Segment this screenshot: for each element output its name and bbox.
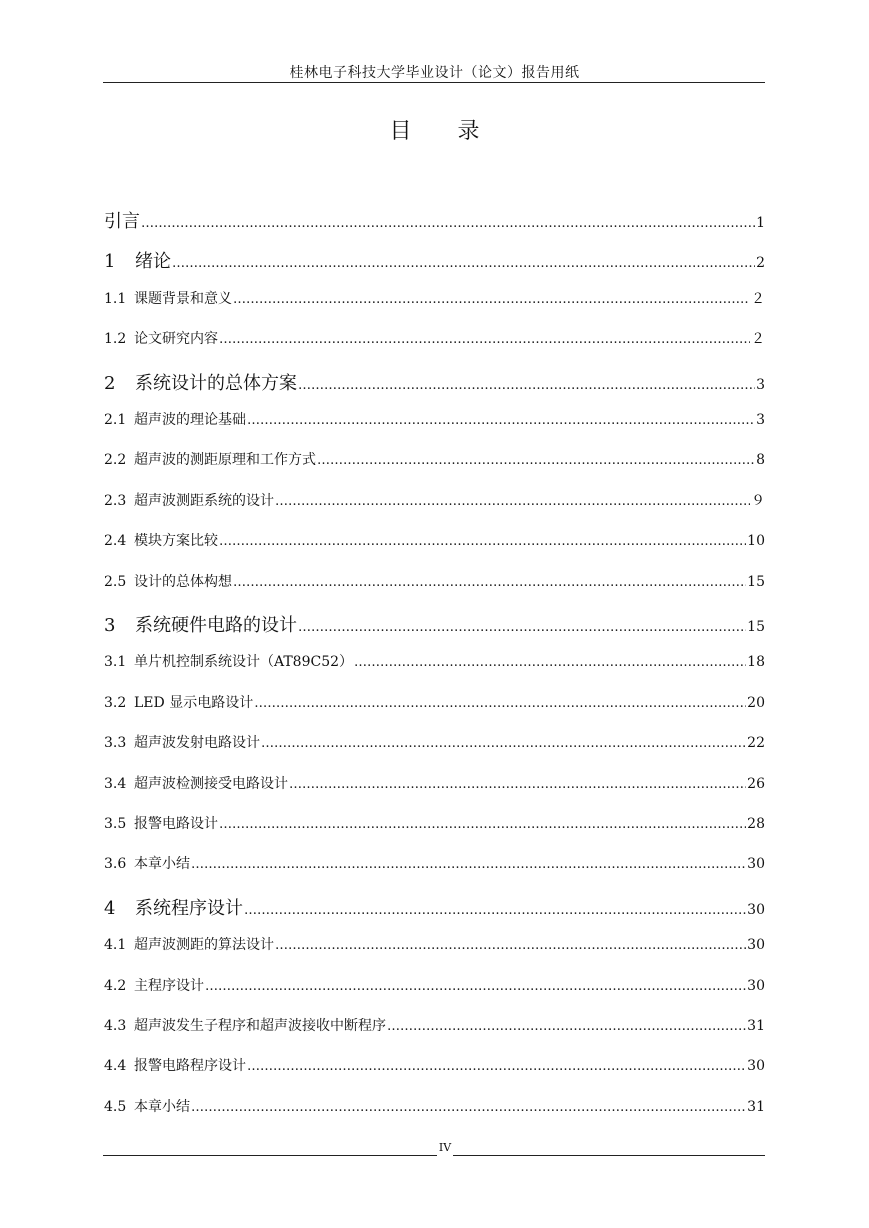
header-text: 桂林电子科技大学毕业设计（论文）报告用纸 xyxy=(289,65,580,81)
toc-entry[interactable] xyxy=(104,813,765,833)
toc-entry-label: 模块方案比较 xyxy=(134,533,218,549)
toc-leader-dots xyxy=(219,533,746,549)
toc-entry-label: 课题背景和意义 xyxy=(134,291,232,307)
toc-entry-page: 28 xyxy=(747,816,765,832)
toc-entry[interactable] xyxy=(104,571,765,591)
toc-entry-page: 30 xyxy=(747,1058,765,1074)
toc-entry-number: 3.5 xyxy=(104,816,127,832)
toc-entry-page: 30 xyxy=(747,856,765,872)
toc-entry-page: 8 xyxy=(756,452,765,468)
toc-leader-dots xyxy=(387,1018,746,1034)
toc-entry-page: 3 xyxy=(756,377,765,393)
footer-page-number: IV xyxy=(438,1141,452,1154)
toc-entry-page: 1 xyxy=(756,215,765,231)
toc-entry-number: 3.3 xyxy=(104,735,127,751)
toc-entry-page: ９ xyxy=(751,493,765,509)
toc-leader-dots xyxy=(191,856,746,872)
toc-entry[interactable] xyxy=(104,369,765,395)
toc-entry[interactable] xyxy=(104,853,765,873)
toc-entry[interactable] xyxy=(104,409,765,429)
toc-entry-page: 20 xyxy=(747,695,765,711)
toc-entry-label: 本章小结 xyxy=(134,856,190,872)
toc-entry-number: 4.1 xyxy=(104,937,127,953)
toc-entry-label: 报警电路设计 xyxy=(134,816,218,832)
toc-entry-page: 2 xyxy=(756,255,765,271)
toc-entry-number: 4 xyxy=(104,898,116,919)
toc-entry-number: 1.1 xyxy=(104,291,127,307)
toc-leader-dots xyxy=(275,493,750,509)
toc-leader-dots xyxy=(254,695,746,711)
toc-leader-dots xyxy=(141,211,755,232)
toc-entry-page: 30 xyxy=(747,902,765,918)
toc-entry-number: 3 xyxy=(104,615,116,636)
toc-entry-label: 超声波测距的算法设计 xyxy=(134,937,274,953)
toc-entry-page: 22 xyxy=(747,735,765,751)
toc-entry[interactable] xyxy=(104,611,765,637)
toc-entry-number: 4.2 xyxy=(104,978,127,994)
toc-entry-label: 设计的总体构想 xyxy=(134,574,232,590)
toc-entry-page: 18 xyxy=(747,654,765,670)
toc-entry-number: 4.3 xyxy=(104,1018,127,1034)
footer-rule-left xyxy=(103,1155,437,1156)
toc-leader-dots xyxy=(289,776,746,792)
toc-entry-number: 3.2 xyxy=(104,695,127,711)
toc-entry[interactable] xyxy=(104,773,765,793)
toc-leader-dots xyxy=(298,373,755,394)
page-title: 目录 xyxy=(389,119,526,144)
toc-entry[interactable] xyxy=(104,490,765,510)
toc-entry-label: 超声波测距系统的设计 xyxy=(134,493,274,509)
toc-entry[interactable] xyxy=(104,1015,765,1035)
toc-entry-label: 系统设计的总体方案 xyxy=(135,373,297,394)
toc-entry-label: 系统硬件电路的设计 xyxy=(135,615,297,636)
toc-leader-dots xyxy=(205,978,746,994)
toc-leader-dots xyxy=(298,615,746,636)
toc-entry-number: 2.4 xyxy=(104,533,127,549)
toc-leader-dots xyxy=(354,654,746,670)
toc-leader-dots xyxy=(172,251,755,272)
toc-entry-label: 系统程序设计 xyxy=(135,898,243,919)
toc-leader-dots xyxy=(317,452,755,468)
toc-entry-label: 引言 xyxy=(104,211,140,232)
toc-entry-label: 主程序设计 xyxy=(134,978,204,994)
toc-entry-label: LED 显示电路设计 xyxy=(134,695,254,711)
toc-entry-number: 2 xyxy=(104,373,116,394)
toc-entry[interactable] xyxy=(104,975,765,995)
toc-entry-page: 30 xyxy=(747,937,765,953)
toc-leader-dots xyxy=(244,898,746,919)
toc-entry-number: 2.3 xyxy=(104,493,127,509)
toc-entry[interactable] xyxy=(104,207,765,233)
toc-entry[interactable] xyxy=(104,288,765,308)
toc-entry-label: 本章小结 xyxy=(134,1099,190,1115)
toc-entry[interactable] xyxy=(104,934,765,954)
toc-entry[interactable] xyxy=(104,247,765,273)
toc-entry-number: 2.1 xyxy=(104,412,127,428)
toc-entry-page: 3 xyxy=(756,412,765,428)
toc-entry-label: 超声波检测接受电路设计 xyxy=(134,776,288,792)
toc-entry-number: 4.4 xyxy=(104,1058,127,1074)
toc-entry[interactable] xyxy=(104,1096,765,1116)
toc-entry-page: 10 xyxy=(747,533,765,549)
toc-entry-label: 超声波发射电路设计 xyxy=(134,735,260,751)
toc-entry-number: 2.5 xyxy=(104,574,127,590)
toc-entry-label: 单片机控制系统设计（AT89C52） xyxy=(134,654,354,670)
toc-entry[interactable] xyxy=(104,449,765,469)
toc-entry-number: 3.6 xyxy=(104,856,127,872)
toc-leader-dots xyxy=(233,574,746,590)
toc-entry[interactable] xyxy=(104,328,765,348)
toc-entry-label: 论文研究内容 xyxy=(134,331,218,347)
toc-entry-page: 26 xyxy=(747,776,765,792)
toc-entry-page: ２ xyxy=(751,291,765,307)
toc-leader-dots xyxy=(219,816,746,832)
toc-entry-number: 3.1 xyxy=(104,654,127,670)
toc-entry-number: 1.2 xyxy=(104,331,127,347)
toc-entry[interactable] xyxy=(104,692,765,712)
toc-entry[interactable] xyxy=(104,894,765,920)
toc-entry-page: 31 xyxy=(747,1018,765,1034)
toc-entry[interactable] xyxy=(104,651,765,671)
footer-rule-right xyxy=(453,1155,765,1156)
toc-leader-dots xyxy=(191,1099,746,1115)
toc-leader-dots xyxy=(219,331,750,347)
toc-entry-number: 2.2 xyxy=(104,452,127,468)
toc-entry-label: 超声波的测距原理和工作方式 xyxy=(134,452,316,468)
toc-entry-page: ２ xyxy=(751,331,765,347)
toc-entry[interactable] xyxy=(104,1055,765,1075)
toc-entry-number: 3.4 xyxy=(104,776,127,792)
toc-leader-dots xyxy=(275,937,746,953)
toc-entry-page: 30 xyxy=(747,978,765,994)
toc-entry-page: 15 xyxy=(747,619,765,635)
toc-entry-page: 15 xyxy=(747,574,765,590)
toc-entry-label: 绪论 xyxy=(135,251,171,272)
toc-leader-dots xyxy=(247,412,755,428)
toc-entry-label: 报警电路程序设计 xyxy=(134,1058,246,1074)
toc-leader-dots xyxy=(247,1058,746,1074)
header-rule xyxy=(103,82,765,83)
toc-entry[interactable] xyxy=(104,530,765,550)
toc-entry-number: 1 xyxy=(104,251,116,272)
toc-leader-dots xyxy=(233,291,750,307)
toc-entry-label: 超声波的理论基础 xyxy=(134,412,246,428)
toc-leader-dots xyxy=(261,735,746,751)
toc-entry-number: 4.5 xyxy=(104,1099,127,1115)
toc-entry-label: 超声波发生子程序和超声波接收中断程序 xyxy=(134,1018,386,1034)
toc-entry-page: 31 xyxy=(747,1099,765,1115)
toc-entry[interactable] xyxy=(104,732,765,752)
